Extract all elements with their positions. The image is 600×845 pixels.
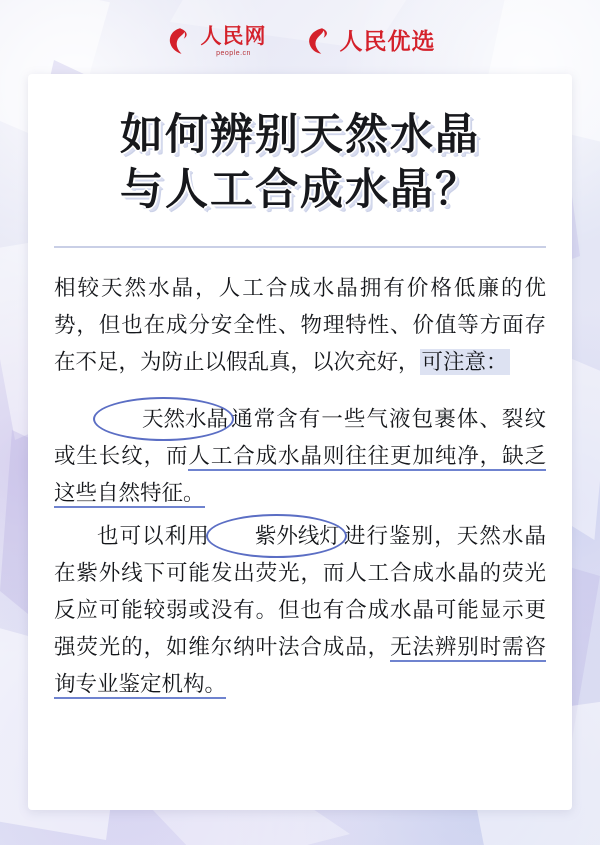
- people-youxuan-logo-text: [340, 30, 436, 53]
- paragraph-1: [54, 270, 546, 381]
- paragraph-spacer: [54, 387, 546, 401]
- logo-divider: [285, 28, 286, 54]
- content-card: [28, 74, 572, 810]
- page-title: [28, 74, 572, 218]
- youxuan-flame-icon: [304, 26, 334, 56]
- people-cn-logo-en: people.cn: [216, 49, 251, 57]
- people-cn-logo-cn: 人民网: [200, 23, 267, 48]
- paragraph-3-lead-text: 也可以利用: [97, 523, 210, 548]
- article-body: [54, 246, 546, 703]
- paragraph-3-underlined-text: 无法辨别时需咨询专业鉴定机构。: [54, 635, 546, 699]
- paragraph-3-text: 进行鉴别，天然水晶在紫外线下可能发出荧光，而人工合成水晶的荧光反应可能较弱或没有。但也有合成水晶可能显示更强荧光的，如维尔纳叶法合成品，: [54, 523, 546, 659]
- logo-row: [0, 18, 600, 64]
- paragraph-1-text: 相较天然水晶，人工合成水晶拥有价格低廉的优势，但也在成分安全性、物理特性、价值等方面存在不足，为防止以假乱真，以次充好，: [54, 276, 546, 374]
- paragraph-2-text: 通常含有一些气液包裹体、裂纹或生长纹，而: [54, 406, 546, 468]
- people-youxuan-logo[interactable]: [304, 26, 436, 56]
- people-cn-logo[interactable]: [165, 23, 267, 57]
- page-title-line-2: 与人工合成水晶？: [120, 167, 480, 215]
- people-youxuan-logo-cn: 人民优选: [339, 28, 436, 54]
- people-cn-logo-icon: [165, 26, 195, 56]
- paragraph-2-circled-term: 天然水晶: [97, 401, 230, 438]
- paragraph-3-circled-term: 紫外线灯: [210, 518, 343, 555]
- paragraph-2: [54, 401, 546, 512]
- paragraph-3: [54, 518, 546, 703]
- paragraph-2-underlined-text: 人工合成水晶则往往更加纯净，缺乏这些自然特征。: [54, 444, 546, 508]
- paragraph-1-highlight: 可注意：: [421, 350, 508, 374]
- page-title-line-1: 如何辨别天然水晶: [120, 112, 480, 159]
- people-cn-logo-text: [200, 23, 267, 57]
